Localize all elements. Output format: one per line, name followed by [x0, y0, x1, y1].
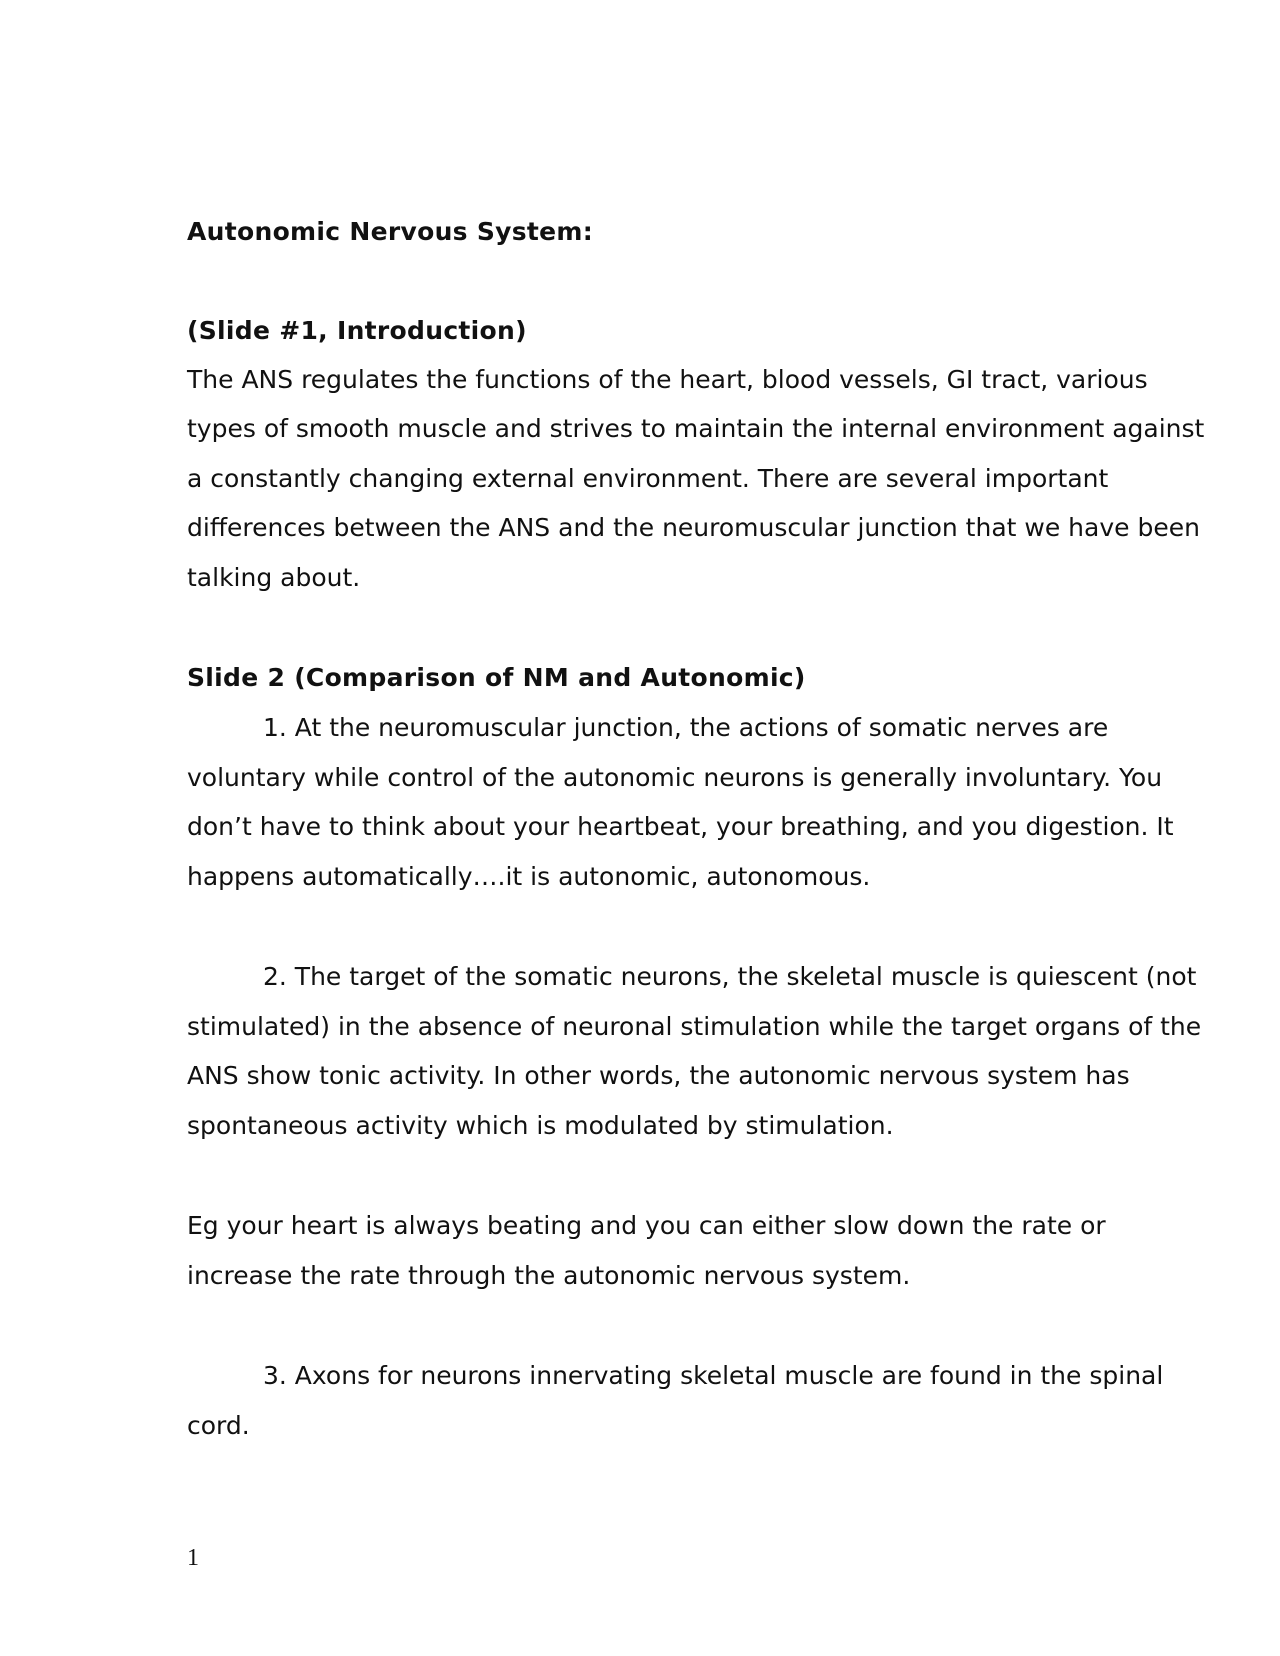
paragraph-line: 2. The target of the somatic neurons, the skeletal muscle is quiescent (not [263, 962, 1197, 991]
paragraph-line: 3. Axons for neurons innervating skeletal muscle are found in the spinal [263, 1361, 1164, 1390]
paragraph-line: don’t have to think about your heartbeat, your breathing, and you digestion. It [187, 812, 1174, 841]
paragraph-line: ANS show tonic activity. In other words, the autonomic nervous system has [187, 1061, 1130, 1090]
page-number: 1 [187, 1545, 199, 1571]
paragraph-line: a constantly changing external environment. There are several important [187, 464, 1109, 493]
section-heading-slide-2: Slide 2 (Comparison of NM and Autonomic) [187, 663, 806, 692]
paragraph-line: stimulated) in the absence of neuronal stimulation while the target organs of the [187, 1012, 1202, 1041]
paragraph-line: Eg your heart is always beating and you can either slow down the rate or [187, 1211, 1106, 1240]
paragraph-line: types of smooth muscle and strives to maintain the internal environment against [187, 414, 1205, 443]
paragraph-line: voluntary while control of the autonomic neurons is generally involuntary. You [187, 763, 1163, 792]
paragraph-line: spontaneous activity which is modulated by stimulation. [187, 1111, 894, 1140]
paragraph-line: 1. At the neuromuscular junction, the actions of somatic nerves are [263, 713, 1109, 742]
paragraph-line: differences between the ANS and the neuromuscular junction that we have been [187, 513, 1200, 542]
paragraph-line: happens automatically….it is autonomic, autonomous. [187, 862, 871, 891]
paragraph-line: cord. [187, 1411, 250, 1440]
section-heading-slide-1: (Slide #1, Introduction) [187, 316, 527, 345]
paragraph-line: talking about. [187, 563, 361, 592]
paragraph-line: increase the rate through the autonomic nervous system. [187, 1261, 911, 1290]
document-title: Autonomic Nervous System: [187, 217, 594, 246]
paragraph-line: The ANS regulates the functions of the heart, blood vessels, GI tract, various [187, 365, 1148, 394]
